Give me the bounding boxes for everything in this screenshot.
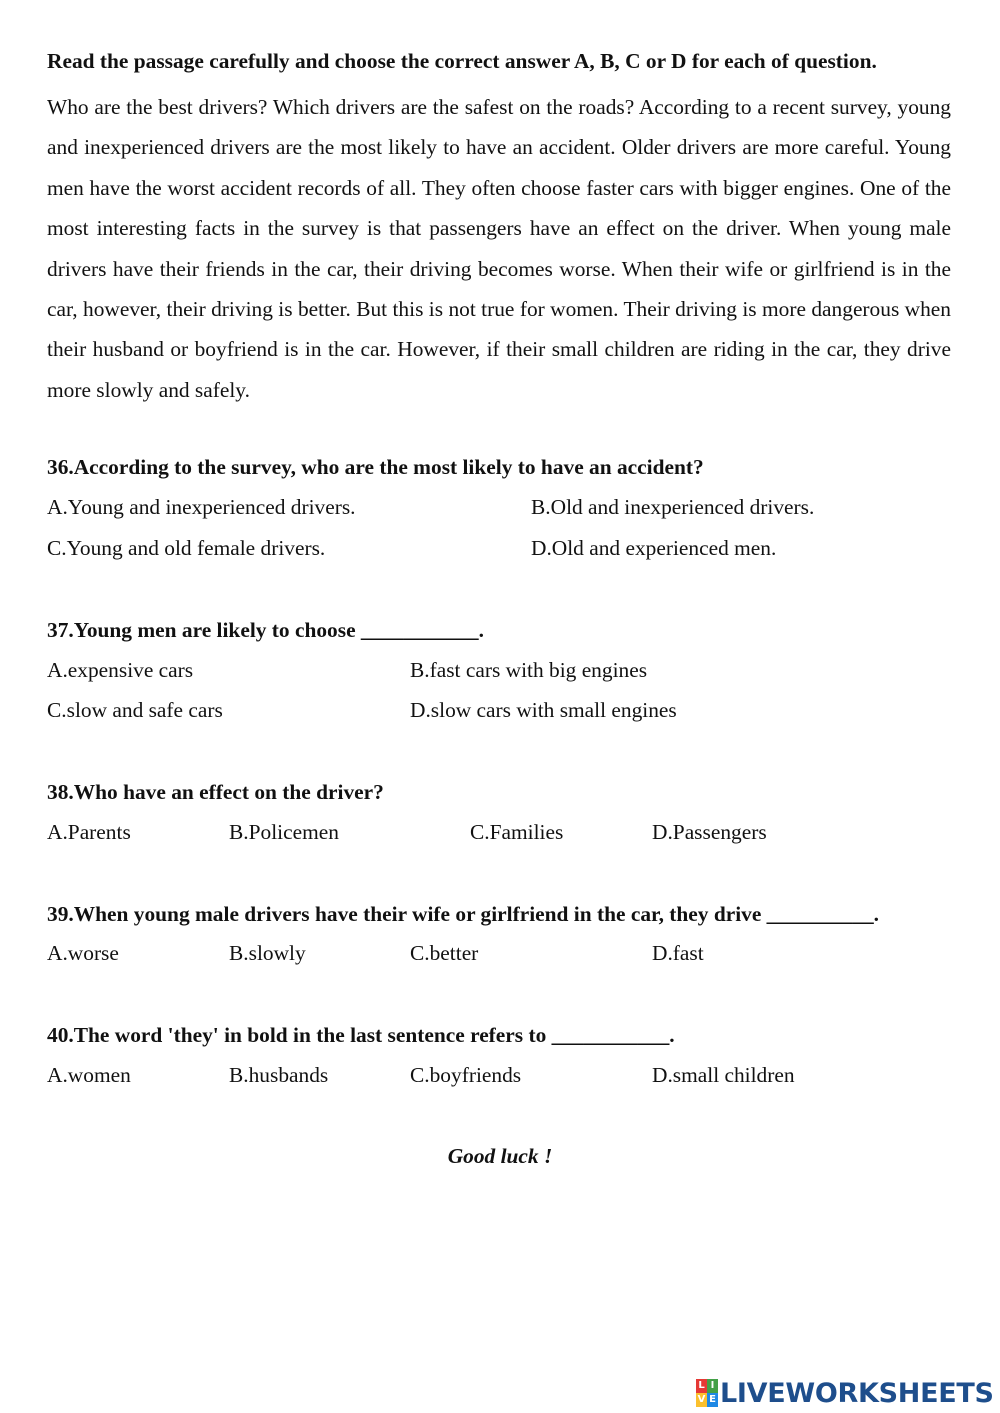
q39-option-b[interactable]: B.slowly	[229, 941, 306, 965]
q39-option-d[interactable]: D.fast	[652, 941, 704, 965]
q36-option-c[interactable]: C.Young and old female drivers.	[47, 536, 326, 560]
q38-option-b[interactable]: B.Policemen	[229, 820, 339, 844]
q38-option-d[interactable]: D.Passengers	[652, 820, 767, 844]
q40-option-d[interactable]: D.small children	[652, 1063, 795, 1087]
q39-option-c[interactable]: C.better	[410, 941, 479, 965]
liveworksheets-brand	[696, 1376, 994, 1410]
q37-option-c[interactable]: C.slow and safe cars	[47, 698, 223, 722]
q38-option-a[interactable]: A.Parents	[47, 820, 131, 844]
question-37: 37.Young men are likely to choose ___________.	[47, 618, 484, 642]
reading-passage: Who are the best drivers? Which drivers are the safest on the roads? According to a recent survey, young and inexperienced drivers are the most likely to have an accident. Older drivers are more careful. Young men have the worst accident records of all. They often choose faster cars with bigger engines. One of the most interesting facts in the survey is that passengers have an effect on the driver. When young male drivers have their friends in the car, their driving becomes worse. When their wife or girlfriend is in the car, however, their driving is better. But this is not true for women. Their driving is more dangerous when their husband or boyfriend is in the car. However, if their small children are riding in the car, they drive more slowly and safely.	[47, 95, 951, 402]
closing-message: Good luck !	[447, 1144, 553, 1168]
q37-option-d[interactable]: D.slow cars with small engines	[410, 698, 677, 722]
q36-option-d[interactable]: D.Old and experienced men.	[531, 536, 777, 560]
question-38: 38.Who have an effect on the driver?	[47, 780, 384, 804]
question-40: 40.The word 'they' in bold in the last sentence refers to ___________.	[47, 1023, 675, 1047]
q36-option-b[interactable]: B.Old and inexperienced drivers.	[531, 495, 815, 519]
q40-option-b[interactable]: B.husbands	[229, 1063, 329, 1087]
q36-option-a[interactable]: A.Young and inexperienced drivers.	[47, 495, 356, 519]
logo-letter-v: V	[697, 1394, 706, 1405]
question-36: 36.According to the survey, who are the most likely to have an accident?	[47, 455, 704, 479]
logo-letter-l: L	[696, 1379, 707, 1393]
q39-option-a[interactable]: A.worse	[47, 941, 119, 965]
q38-option-c[interactable]: C.Families	[470, 820, 564, 844]
brand-name: LIVEWORKSHEETS	[720, 1377, 994, 1409]
q40-option-c[interactable]: C.boyfriends	[410, 1063, 522, 1087]
q37-option-a[interactable]: A.expensive cars	[47, 658, 194, 682]
logo-letter-e: E	[707, 1393, 718, 1407]
liveworksheets-logo-icon	[696, 1379, 718, 1407]
logo-letter-i: I	[707, 1379, 718, 1393]
question-39: 39.When young male drivers have their wife or girlfriend in the car, they drive __________.	[47, 902, 879, 926]
instruction-heading: Read the passage carefully and choose the correct answer A, B, C or D for each of question.	[47, 49, 877, 73]
q40-option-a[interactable]: A.women	[47, 1063, 131, 1087]
q37-option-b[interactable]: B.fast cars with big engines	[410, 658, 648, 682]
